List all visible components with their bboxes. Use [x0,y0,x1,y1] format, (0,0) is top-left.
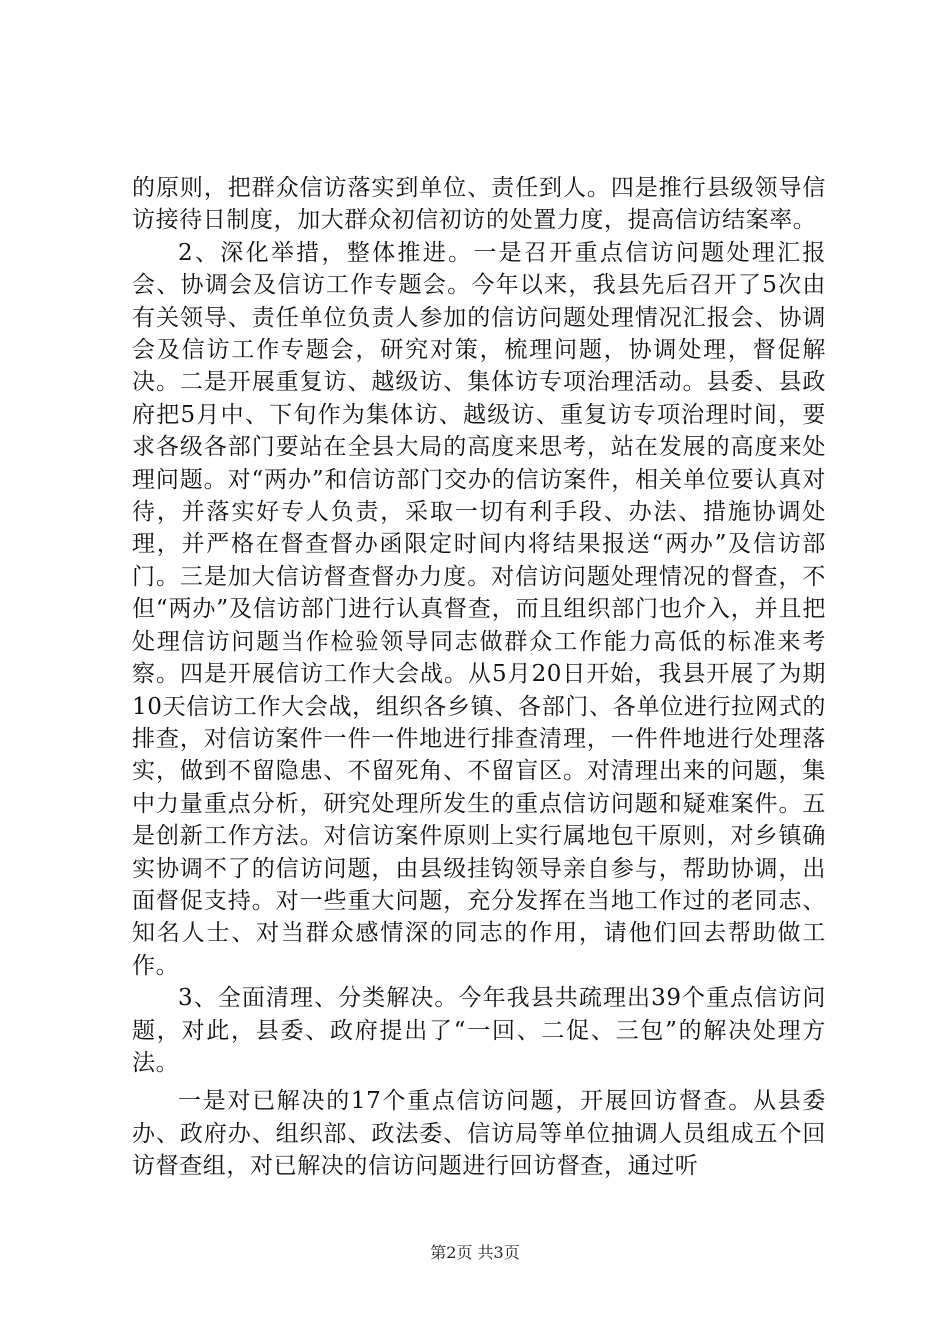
paragraph-1: 的原则，把群众信访落实到单位、责任到人。四是推行县级领导信访接待日制度，加大群众初信初访的处置力度，提高信访结案率。 [132,175,826,234]
paragraph-2: 2、深化举措，整体推进。一是召开重点信访问题处理汇报会、协调会及信访工作专题会。今年以来，我县先后召开了5次由有关领导、责任单位负责人参加的信访问题处理情况汇报会、协调会及信访工作专题会，研究对策，梳理问题，协调处理，督促解决。二是开展重复访、越级访、集体访专项治理活动。县委、县政府把5月中、下旬作为集体访、越级访、重复访专项治理时间，要求各级各部门要站在全县大局的高度来思考，站在发展的高度来处理问题。对“两办”和信访部门交办的信访案件，相关单位要认真对待，并落实好专人负责，采取一切有利手段、办法、措施协调处理，并严格在督查督办函限定时间内将结果报送“两办”及信访部门。三是加大信访督查督办力度。对信访问题处理情况的督查，不但“两办”及信访部门进行认真督查，而且组织部门也介入，并且把处理信访问题当作检验领导同志做群众工作能力高低的标准来考察。四是开展信访工作大会战。从5月20日开始，我县开展了为期10天信访工作大会战，组织各乡镇、各部门、各单位进行拉网式的排查，对信访案件一件一件地进行排查清理，一件件地进行处理落实，做到不留隐患、不留死角、不留盲区。对清理出来的问题，集中力量重点分析，研究处理所发生的重点信访问题和疑难案件。五是创新工作方法。对信访案件原则上实行属地包干原则，对乡镇确实协调不了的信访问题，由县级挂钩领导亲自参与，帮助协调，出面督促支持。对一些重大问题，充分发挥在当地工作过的老同志、知名人士、对当群众感情深的同志的作用，请他们回去帮助做工作。 [132,239,826,979]
paragraph-4: 一是对已解决的17个重点信访问题，开展回访督查。从县委办、政府办、组织部、政法委、信访局等单位抽调人员组成五个回访督查组，对已解决的信访问题进行回访督查，通过听 [132,1088,826,1180]
page-footer: 第2页 共3页 [430,1243,520,1262]
paragraph-3: 3、全面清理、分类解决。今年我县共疏理出39个重点信访问题，对此，县委、政府提出了“一回、二促、三包”的解决处理方法。 [132,985,826,1076]
document-body [132,172,826,1183]
